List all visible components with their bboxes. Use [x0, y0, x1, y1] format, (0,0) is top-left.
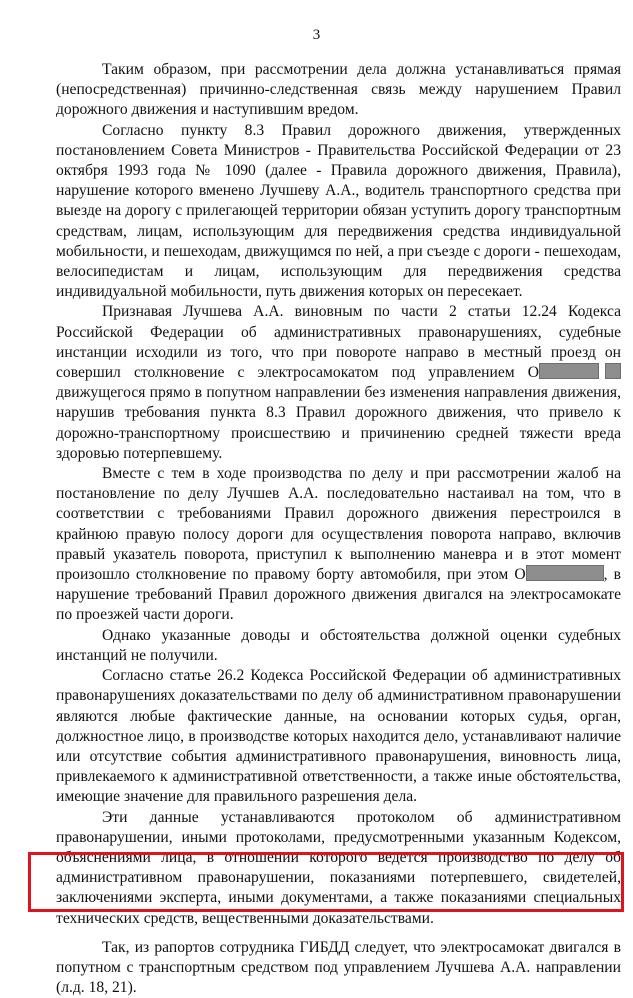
redacted-initials-block: [605, 363, 621, 379]
highlight-annotation-box: [28, 852, 624, 912]
paragraph-defense-position-part2: , в нарушение требований Правил дорожного движения двигался на электросамокате по проезжей части дороги.: [56, 566, 621, 624]
paragraph-guilty-finding-part2: движущегося прямо в попутном направлении без изменения направления движения, нарушив требования пункта 8.3 Правил дорожного движения, что привело к дорожно-транспортному происшествию и причинению средней тяжести вреда здоровью потерпевшему.: [56, 384, 621, 462]
paragraph-defense-position-part1: Вместе с тем в ходе производства по делу и при рассмотрении жалоб на постановление по делу Лучшев А.А. последовательно настаивал на том, что в соответствии с требованиями Правил дорожного движения перестроился в крайнюю правую полосу дороги для осуществления поворота направо, включив правый указатель поворота, приступил к выполнению маневра и в этот момент произошло столкновение по правому борту автомобиля, при этом О: [56, 465, 621, 584]
page-number: 3: [312, 27, 321, 43]
paragraph-causation: Таким образом, при рассмотрении дела должна устанавливаться прямая (непосредственная) причинно-следственная связь между нарушением Правил дорожного движения и наступившим вредом.: [56, 61, 621, 119]
paragraph-guilty-finding: [56, 302, 621, 464]
paragraph-guilty-finding-part1: Признавая Лучшева А.А. виновным по части 2 статьи 12.24 Кодекса Российской Федерации об административных правонарушениях, судебные инстанции исходили из того, что при повороте направо в местный проезд он совершил столкновение с электросамокатом под управлением О: [56, 303, 621, 382]
paragraph-article-26-2: Согласно статье 26.2 Кодекса Российской Федерации об административных правонарушениях доказательствами по делу об административном правонарушении являются любые фактические данные, на основании которых судья, орган, должностное лицо, в производстве которых находится дело, устанавливают наличие или отсутствие события административного правонарушения, виновность лица, привлекаемого к административной ответственности, а также иные обстоятельства, имеющие значение для правильного разрешения дела.: [56, 667, 621, 806]
paragraph-defense-position: [56, 464, 621, 626]
paragraph-traffic-police-reports: Так, из рапортов сотрудника ГИБДД следует, что электросамокат двигался в попутном с транспортным средством под управлением Лучшева А.А. направлении (л.д. 18, 21).: [56, 938, 621, 997]
redacted-name-block: [526, 565, 604, 581]
redacted-name-block: [539, 363, 599, 379]
paragraph-evidence-sources: Эти данные устанавливаются протоколом об административном правонарушении, иными протоколами, предусмотренными указанным Кодексом, объяснениями лица, в отношении которого ведется производство по делу об административном правонарушении, показаниями потерпевшего, свидетелей, заключениями эксперта, иными документами, а также показаниями специальных технических средств, вещественными доказательствами.: [56, 808, 621, 927]
paragraph-rule-8-3: Согласно пункту 8.3 Правил дорожного движения, утвержденных постановлением Совета Министров - Правительства Российской Федерации от 23 октября 1993 года № 1090 (далее - Правила дорожного движения, Правила), нарушение которого вменено Лучшеву А.А., водитель транспортного средства при выезде на дорогу с прилегающей территории обязан уступить дорогу транспортным средствам, лицам, использующим для передвижения средства индивидуальной мобильности, и пешеходам, движущимся по ней, а при съезде с дороги - пешеходам, велосипедистам и лицам, использующим для передвижения средства индивидуальной мобильности, путь движения которых он пересекает.: [56, 121, 621, 301]
paragraph-not-assessed: Однако указанные доводы и обстоятельства должной оценки судебных инстанций не получили.: [56, 626, 621, 664]
